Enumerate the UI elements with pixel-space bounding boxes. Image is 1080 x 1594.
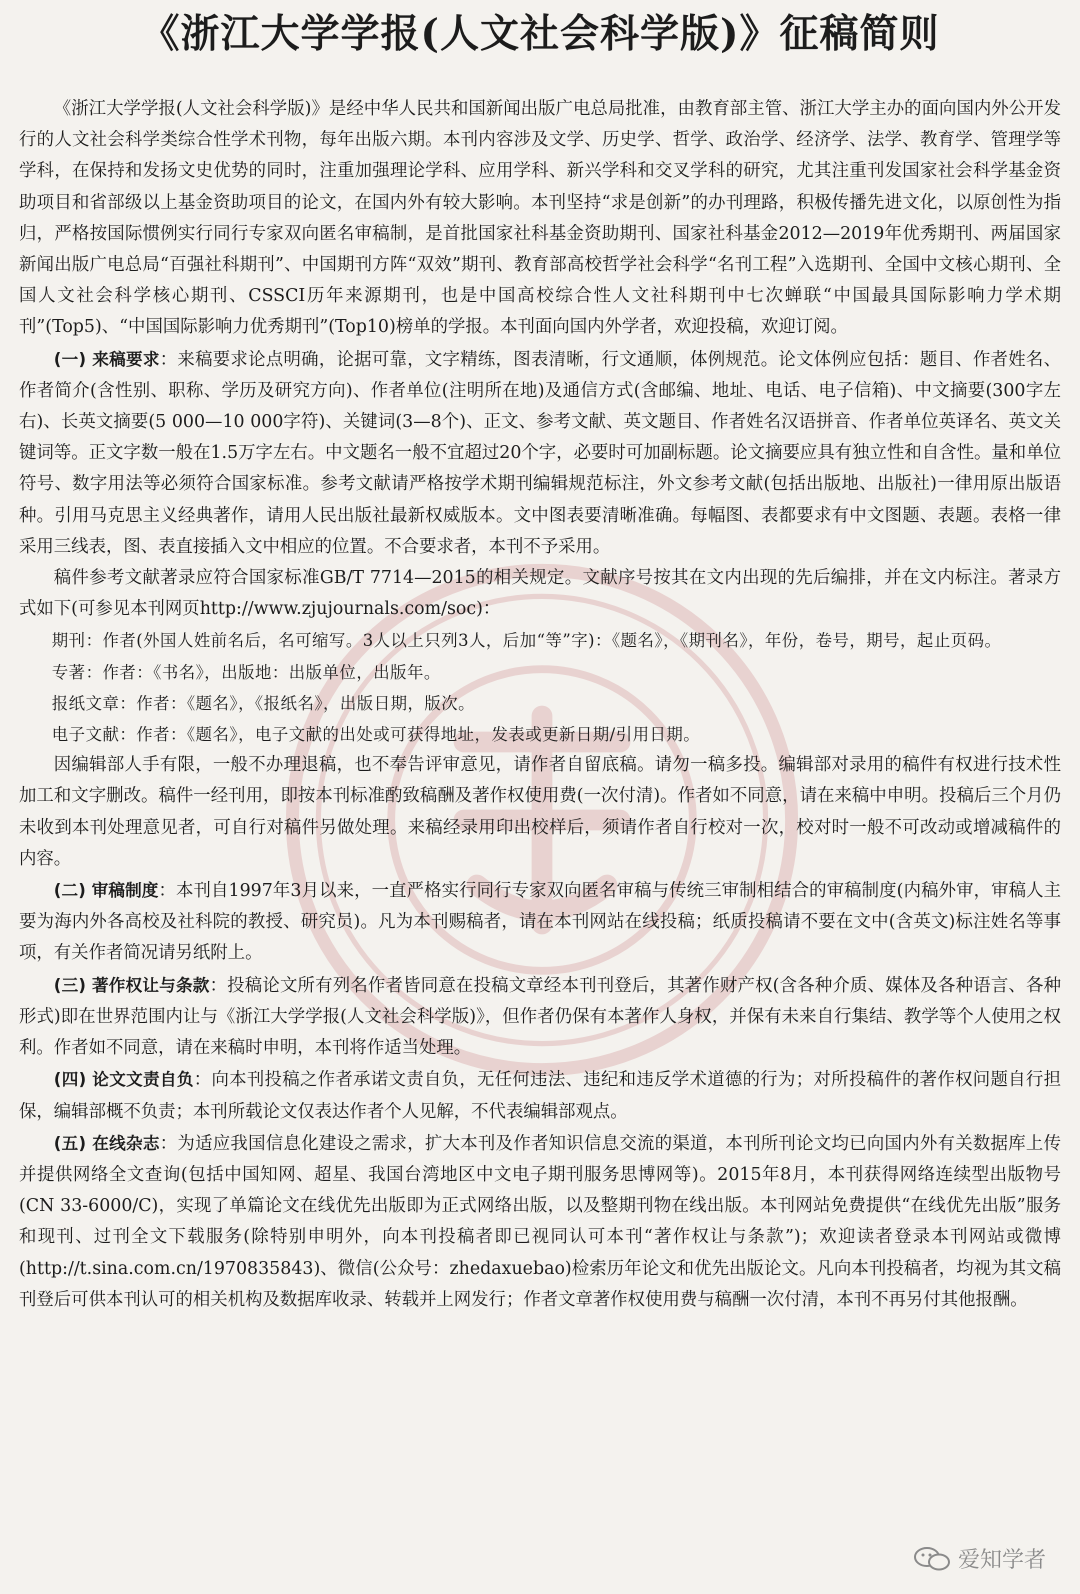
watermark-text: 爱知学者 [957, 1548, 1046, 1573]
wechat-icon [912, 1545, 952, 1573]
section-heading: (四) 论文文责自负 [53, 1070, 194, 1090]
section-copyright [19, 970, 1061, 1065]
section-heading: (一) 来稿要求 [53, 349, 160, 369]
section-text: ：来稿要求论点明确，论据可靠，文字精练，图表清晰，行文通顺，体例规范。论文体例应包括：题目、作者姓名、作者简介(含性别、职称、学历及研究方向)、作者单位(注明所在地)及通信方式(含邮编、地址、电话、电子信箱)、中文摘要(300字左右)、长英文摘要(5 000—10 000字符)、关键词(3—8个)、正文、参考文献、英文题目、作者姓名汉语拼音、作者单位英译名、英文关键词等。正文字数一般在1.5万字左右。中文题名一般不宜超过20个字，必要时可加副标题。论文摘要应具有独立性和自含性。量和单位符号、数字用法等必须符合国家标准。参考文献请严格按学术期刊编辑规范标注，外文参考文献(包括出版地、出版社)一律用原出版语种。引用马克思主义经典著作，请用人民出版社最新权威版本。文中图表要清晰准确。每幅图、表都要求有中文图题、表题。表格一律采用三线表，图、表直接插入文中相应的位置。不合要求者，本刊不予采用。 [19, 349, 1061, 557]
section-heading: (三) 著作权让与条款 [53, 975, 210, 995]
reference-format-journal: 期刊：作者(外国人姓前名后，名可缩写。3人以上只列3人，后加“等”字)：《题名》，《期刊名》，年份，卷号，期号，起止页码。 [51, 631, 1002, 651]
section-heading: (二) 审稿制度 [53, 881, 159, 901]
intro-paragraph: 《浙江大学学报(人文社会科学版)》是经中华人民共和国新闻出版广电总局批准，由教育部主管、浙江大学主办的面向国内外公开发行的人文社会科学类综合性学术刊物，每年出版六期。本刊内容涉及文学、历史学、哲学、政治学、经济学、法学、教育学、管理学等学科，在保持和发扬文史优势的同时，注重加强理论学科、应用学科、新兴学科和交叉学科的研究，尤其注重刊发国家社会科学基金资助项目和省部级以上基金资助项目的论文，在国内外有较大影响。本刊坚持“求是创新”的办刊理路，积极传播先进文化，以原创性为指归，严格按国际惯例实行同行专家双向匿名审稿制，是首批国家社科基金资助期刊、国家社科基金2012—2019年优秀期刊、两届国家新闻出版广电总局“百强社科期刊”、中国期刊方阵“双效”期刊、教育部高校哲学社会科学“名刊工程”入选期刊、全国中文核心期刊、全国人文社会科学核心期刊、CSSCI历年来源期刊，也是中国高校综合性人文社科期刊中七次蝉联“中国最具国际影响力学术期刊”(Top5)、“中国国际影响力优秀期刊”(Top10)榜单的学报。本刊面向国内外学者，欢迎投稿，欢迎订阅。 [19, 99, 1061, 338]
section-text: ：本刊自1997年3月以来，一直严格实行同行专家双向匿名审稿与传统三审制相结合的审稿制度(内稿外审，审稿人主要为海内外各高校及社科院的教授、研究员)。凡为本刊赐稿者，请在本刊网站在线投稿；纸质投稿请不要在文中(含英文)标注姓名等事项，有关作者简况请另纸附上。 [19, 881, 1061, 964]
section-text: ：投稿论文所有列名作者皆同意在投稿文章经本刊刊登后，其著作财产权(含各种介质、媒体及各种语言、各种形式)即在世界范围内让与《浙江大学学报(人文社会科学版)》，但作者仍保有本著作人身权，并保有未来自行集结、教学等个人使用之权利。作者如不同意，请在来稿时申明，本刊将作适当处理。 [19, 975, 1061, 1059]
section-responsibility [19, 1064, 1061, 1127]
reference-format-newspaper: 报纸文章：作者：《题名》，《报纸名》，出版日期，版次。 [51, 693, 476, 713]
watermark [912, 1543, 1046, 1574]
section-text: ：为适应我国信息化建设之需求，扩大本刊及作者知识信息交流的渠道，本刊所刊论文均已向国内外有关数据库上传并提供网络全文查询(包括中国知网、超星、我国台湾地区中文电子期刊服务思博网等)。2015年8月，本刊获得网络连续型出版物号(CN 33-6000/C)，实现了单篇论文在线优先出版即为正式网络出版，以及整期刊物在线出版。本刊网站免费提供“在线优先出版”服务和现刊、过刊全文下载服务(除特别申明外，向本刊投稿者即已视同认可本刊“著作权让与条款”)；欢迎读者登录本刊网站或微博(http://t.sina.com.cn/1970835843)、微信(公众号：zhedaxuebao)检索历年论文和优先出版论文。凡向本刊投稿者，均视为其文稿刊登后可供本刊认可的相关机构及数据库收录、转载并上网发行；作者文章著作权使用费与稿酬一次付清，本刊不再另付其他报酬。 [19, 1133, 1061, 1310]
section-requirements [19, 344, 1061, 563]
section-text: ：向本刊投稿之作者承诺文责自负，无任何违法、违纪和违反学术道德的行为；对所投稿件的著作权问题自行担保，编辑部概不负责；本刊所载论文仅表达作者个人见解，不代表编辑部观点。 [19, 1070, 1061, 1122]
submission-note: 因编辑部人手有限，一般不办理退稿，也不奉告评审意见，请作者自留底稿。请勿一稿多投。编辑部对录用的稿件有权进行技术性加工和文字删改。稿件一经刊用，即按本刊标准酌致稿酬及著作权使用费(一次付清)。作者如不同意，请在来稿中申明。投稿后三个月仍未收到本刊处理意见者，可自行对稿件另做处理。来稿经录用印出校样后，须请作者自行校对一次，校对时一般不可改动或增减稿件的内容。 [19, 755, 1061, 869]
references-intro: 稿件参考文献著录应符合国家标准GB/T 7714—2015的相关规定。文献序号按其在文内出现的先后编排，并在文内标注。著录方式如下(可参见本刊网页http://www.zjujournals.com/soc)： [19, 568, 1061, 620]
page-title: 《浙江大学学报(人文社会科学版)》征稿简则 [140, 11, 940, 57]
reference-format-electronic: 电子文献：作者：《题名》，电子文献的出处或可获得地址，发表或更新日期/引用日期。 [51, 725, 701, 745]
section-review [19, 875, 1061, 970]
section-online [19, 1128, 1061, 1316]
section-heading: (五) 在线杂志 [53, 1133, 160, 1153]
article-body [19, 94, 1061, 1316]
reference-format-book: 专著：作者：《书名》，出版地：出版单位，出版年。 [51, 662, 441, 682]
